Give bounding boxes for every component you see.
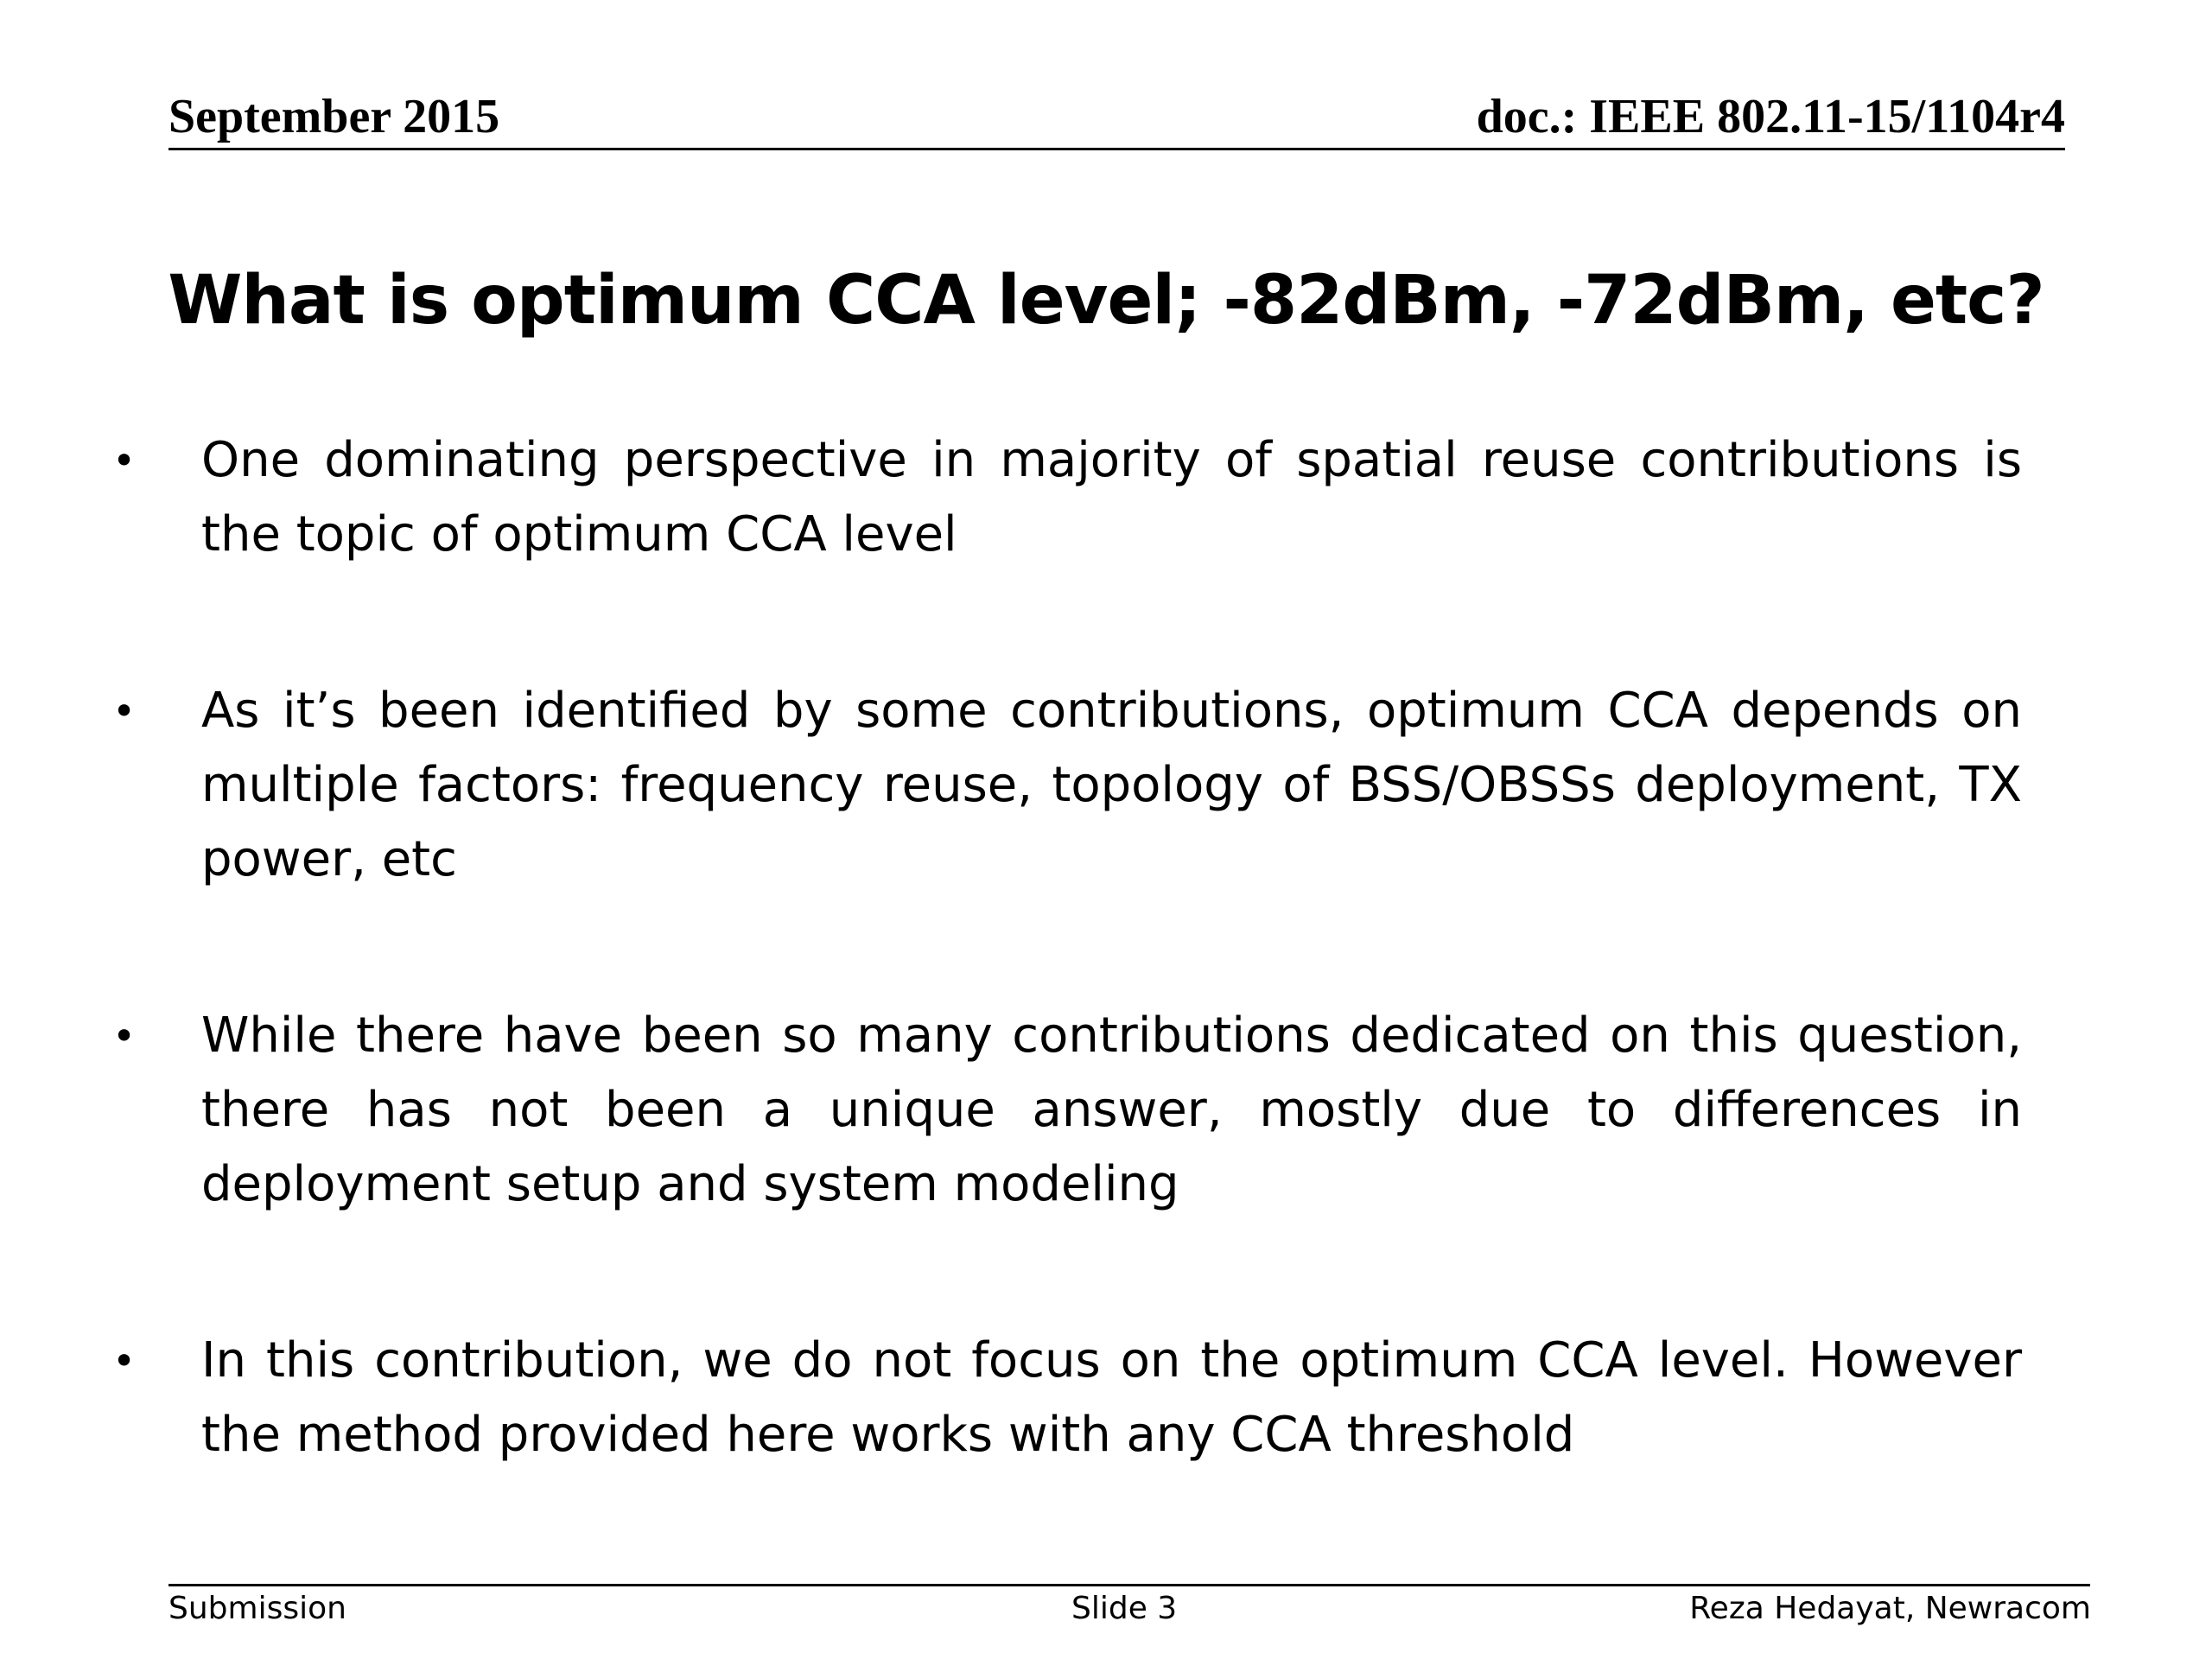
bullet-item bbox=[112, 423, 2022, 572]
bullet-item bbox=[112, 1324, 2022, 1472]
bullet-icon: • bbox=[112, 688, 137, 734]
bullet-text: One dominating perspective in majority of spatial reuse contributions is the topic of optimum CCA level bbox=[201, 432, 2022, 563]
bullet-item bbox=[112, 674, 2022, 897]
bullet-item bbox=[112, 999, 2022, 1222]
bullet-icon: • bbox=[112, 437, 137, 484]
footer-author: Reza Hedayat, Newracom bbox=[1689, 1591, 2091, 1626]
slide-title: What is optimum CCA level; -82dBm, -72dBm, etc? bbox=[168, 262, 2044, 340]
footer-submission: Submission bbox=[168, 1591, 346, 1626]
bullet-text: As it’s been identified by some contributions, optimum CCA depends on multiple factors: frequency reuse, topology of BSS/OBSSs deployment, TX power, etc bbox=[201, 683, 2022, 887]
bullet-icon: • bbox=[112, 1013, 137, 1059]
bullet-icon: • bbox=[112, 1338, 137, 1384]
header-date: September 2015 bbox=[168, 90, 500, 143]
slide-header bbox=[168, 91, 2065, 150]
footer-divider bbox=[168, 1584, 2090, 1586]
bullet-text: While there have been so many contributions dedicated on this question, there has not been a unique answer, mostly due to differences in deployment setup and system modeling bbox=[201, 1007, 2022, 1212]
header-doc-id: doc.: IEEE 802.11-15/1104r4 bbox=[1476, 90, 2065, 143]
bullet-text: In this contribution, we do not focus on the optimum CCA level. However the method provided here works with any CCA threshold bbox=[201, 1332, 2022, 1463]
footer-slide-number: Slide 3 bbox=[1071, 1591, 1178, 1626]
bullet-list bbox=[112, 423, 2022, 1472]
